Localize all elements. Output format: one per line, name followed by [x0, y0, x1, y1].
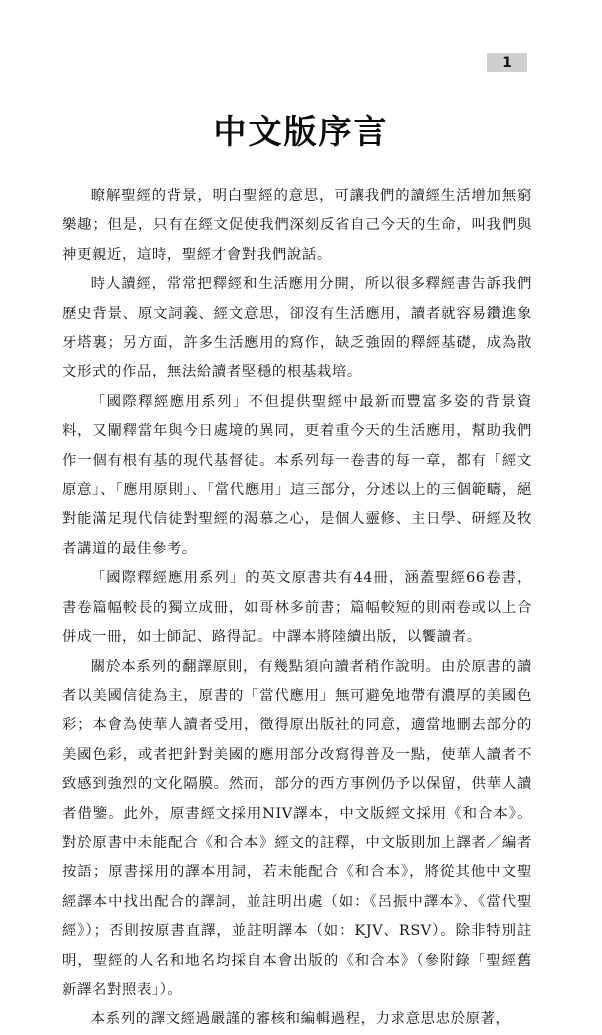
page-number: 1: [487, 53, 527, 72]
paragraph-3: 「國際釋經應用系列」不但提供聖經中最新而豐富多姿的背景資料，又闡釋當年與今日處境的異同，更着重今天的生活應用，幫助我們作一個有根有基的現代基督徒。本系列每一卷書的每一章，都有「經文原意」、「應用原則」、「當代應用」這三部分，分述以上的三個範疇，絕對能滿足現代信徒對聖經的渴慕之心，是個人靈修、主日學、研經及牧者講道的最佳參考。: [62, 393, 532, 557]
body-text: [62, 182, 532, 1035]
paragraph-1: 瞭解聖經的背景，明白聖經的意思，可讓我們的讀經生活增加無窮樂趣；但是，只有在經文促使我們深刻反省自己今天的生命，叫我們與神更親近，這時，聖經才會對我們說話。: [62, 188, 532, 263]
paragraph-5: 關於本系列的翻譯原則，有幾點須向讀者稍作說明。由於原書的讀者以美國信徒為主，原書的「當代應用」無可避免地帶有濃厚的美國色彩；本會為使華人讀者受用，徵得原出版社的同意，適當地刪去部分的美國色彩，或者把針對美國的應用部分改寫得普及一點，使華人讀者不致感到強烈的文化隔膜。然而，部分的西方事例仍予以保留，供華人讀者借鑒。此外，原書經文採用NIV譯本，中文版經文採用《和合本》。對於原書中未能配合《和合本》經文的註釋，中文版則加上譯者／編者按語；原書採用的譯本用詞，若未能配合《和合本》，將從其他中文聖經譯本中找出配合的譯詞，並註明出處（如：《呂振中譯本》、《當代聖經》）；否則按原書直譯，並註明譯本（如：KJV、RSV）。除非特別註明，聖經的人名和地名均採自本會出版的《和合本》（參附錄「聖經舊新譯名對照表」）。: [62, 658, 532, 998]
page-title: 中文版序言: [213, 112, 389, 151]
paragraph-4: 「國際釋經應用系列」的英文原書共有44冊，涵蓋聖經66卷書，書卷篇幅較長的獨立成冊，如哥林多前書；篇幅較短的則兩卷或以上合併成一冊，如士師記、路得記。中譯本將陸續出版，以饗讀者。: [62, 570, 532, 646]
paragraph-6: 本系列的譯文經過嚴謹的審核和編輯過程，力求意思忠於原著，: [90, 1011, 511, 1028]
paragraph-2: 時人讀經，常常把釋經和生活應用分開，所以很多釋經書告訴我們歷史背景、原文詞義、經文意思，卻沒有生活應用，讀者就容易鑽進象牙塔裏；另方面，許多生活應用的寫作，缺乏強固的釋經基礎，成為散文形式的作品，無法給讀者堅穩的根基栽培。: [62, 276, 532, 381]
